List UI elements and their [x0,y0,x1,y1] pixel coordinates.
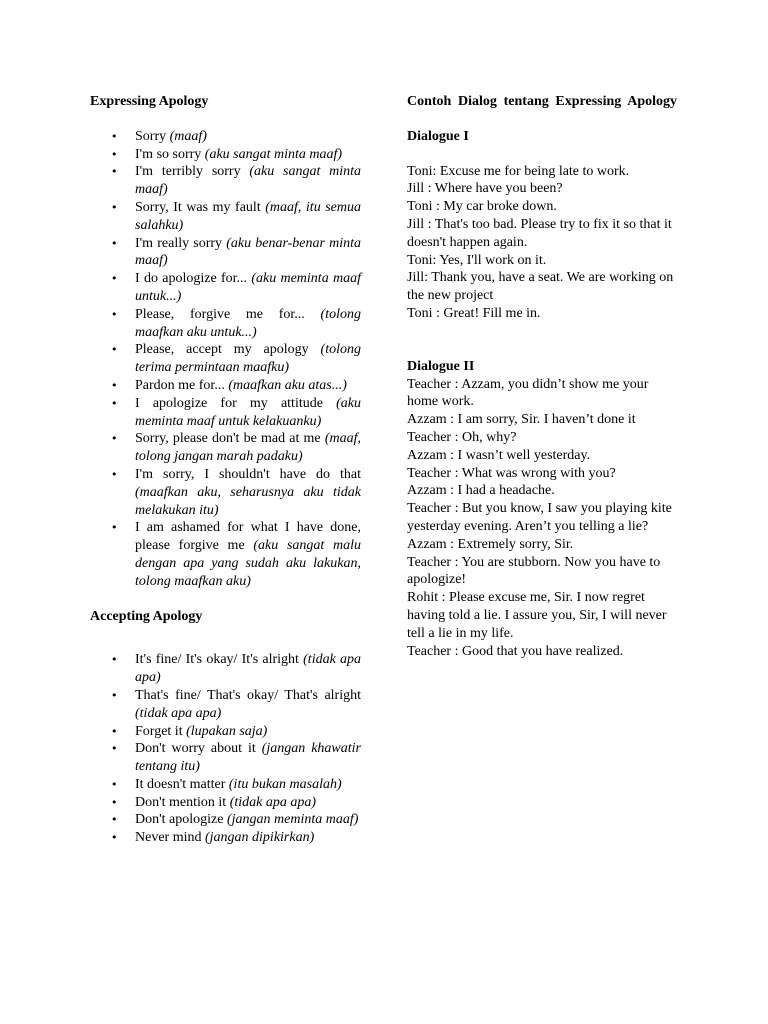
left-column [90,93,361,847]
dialogue-line: Jill : Where have you been? [407,181,563,197]
list-item: • I'm really sorry (aku benar-benar minta maaf) [90,235,361,271]
dialogue-line: Azzam : Extremely sorry, Sir. [407,536,574,552]
dialogue-line: Azzam : I had a headache. [407,483,555,499]
expressing-apology-heading: Expressing Apology [90,94,209,109]
dialogue-1-title: Dialogue I [407,128,469,144]
dialogue-line: Rohit : Please excuse me, Sir. I now regret having told a lie. I assure you, Sir, I will never tell a lie in my life. [407,590,667,641]
dialogue-line: Teacher : Oh, why? [407,429,517,445]
dialogue-line: Teacher : You are stubborn. Now you have to apologize! [407,554,661,588]
list-item: • Never mind (jangan dipikirkan) [90,829,361,847]
list-item: • I do apologize for... (aku meminta maaf untuk...) [90,270,361,306]
list-item: • It's fine/ It's okay/ It's alright (tidak apa apa) [90,651,361,687]
dialogue-line: Toni : My car broke down. [407,199,557,215]
list-item: • I'm so sorry (aku sangat minta maaf) [90,146,361,164]
dialog-heading: Contoh Dialog tentang Expressing Apology [407,94,677,109]
accepting-apology-list [90,651,361,847]
dialogue-line: Teacher : What was wrong with you? [407,465,616,481]
dialogue-line: Toni: Yes, I'll work on it. [407,252,547,268]
list-item: • Sorry, It was my fault (maaf, itu semua salahku) [90,199,361,235]
dialogue-line: Jill : That's too bad. Please try to fix it so that it doesn't happen again. [407,216,672,250]
dialogue-line: Teacher : But you know, I saw you playing kite yesterday evening. Aren’t you telling a lie? [407,501,672,534]
list-item: • Sorry, please don't be mad at me (maaf, tolong jangan marah padaku) [90,430,361,466]
list-item: • That's fine/ That's okay/ That's alright (tidak apa apa) [90,687,361,723]
list-item: • I'm sorry, I shouldn't have do that (maafkan aku, seharusnya aku tidak melakukan itu) [90,466,361,519]
dialogue-line: Teacher : Azzam, you didn’t show me your home work. [407,376,649,410]
list-item: • Forget it (lupakan saja) [90,723,361,741]
list-item: • Pardon me for... (maafkan aku atas...) [90,377,361,395]
accepting-apology-heading: Accepting Apology [90,608,203,624]
dialogue-line: Azzam : I wasn’t well yesterday. [407,447,591,463]
right-column [407,93,677,660]
list-item: • Don't worry about it (jangan khawatir tentang itu) [90,740,361,776]
list-item: • Please, forgive me for... (tolong maafkan aku untuk...) [90,306,361,342]
list-item: • Sorry (maaf) [90,128,361,146]
list-item: • Don't apologize (jangan meminta maaf) [90,811,361,829]
list-item: • Don't mention it (tidak apa apa) [90,794,361,812]
dialogue-line: Toni : Great! Fill me in. [407,305,541,321]
dialogue-2-title: Dialogue II [407,358,475,374]
dialogue-line: Azzam : I am sorry, Sir. I haven’t done it [407,412,636,428]
list-item: • I am ashamed for what I have done, please forgive me (aku sangat malu dengan apa yang sudah aku lakukan, tolong maafkan aku) [90,519,361,590]
list-item: • I apologize for my attitude (aku meminta maaf untuk kelakuanku) [90,395,361,431]
list-item: • I'm terribly sorry (aku sangat minta maaf) [90,163,361,199]
dialogue-2-lines [407,376,677,661]
list-item: • Please, accept my apology (tolong terima permintaan maafku) [90,341,361,377]
dialogue-line: Jill: Thank you, have a seat. We are working on the new project [407,270,674,304]
list-item: • It doesn't matter (itu bukan masalah) [90,776,361,794]
expressing-apology-list [90,128,361,591]
dialogue-line: Toni: Excuse me for being late to work. [407,163,630,179]
dialogue-line: Teacher : Good that you have realized. [407,643,624,659]
dialogue-1-lines [407,163,677,323]
